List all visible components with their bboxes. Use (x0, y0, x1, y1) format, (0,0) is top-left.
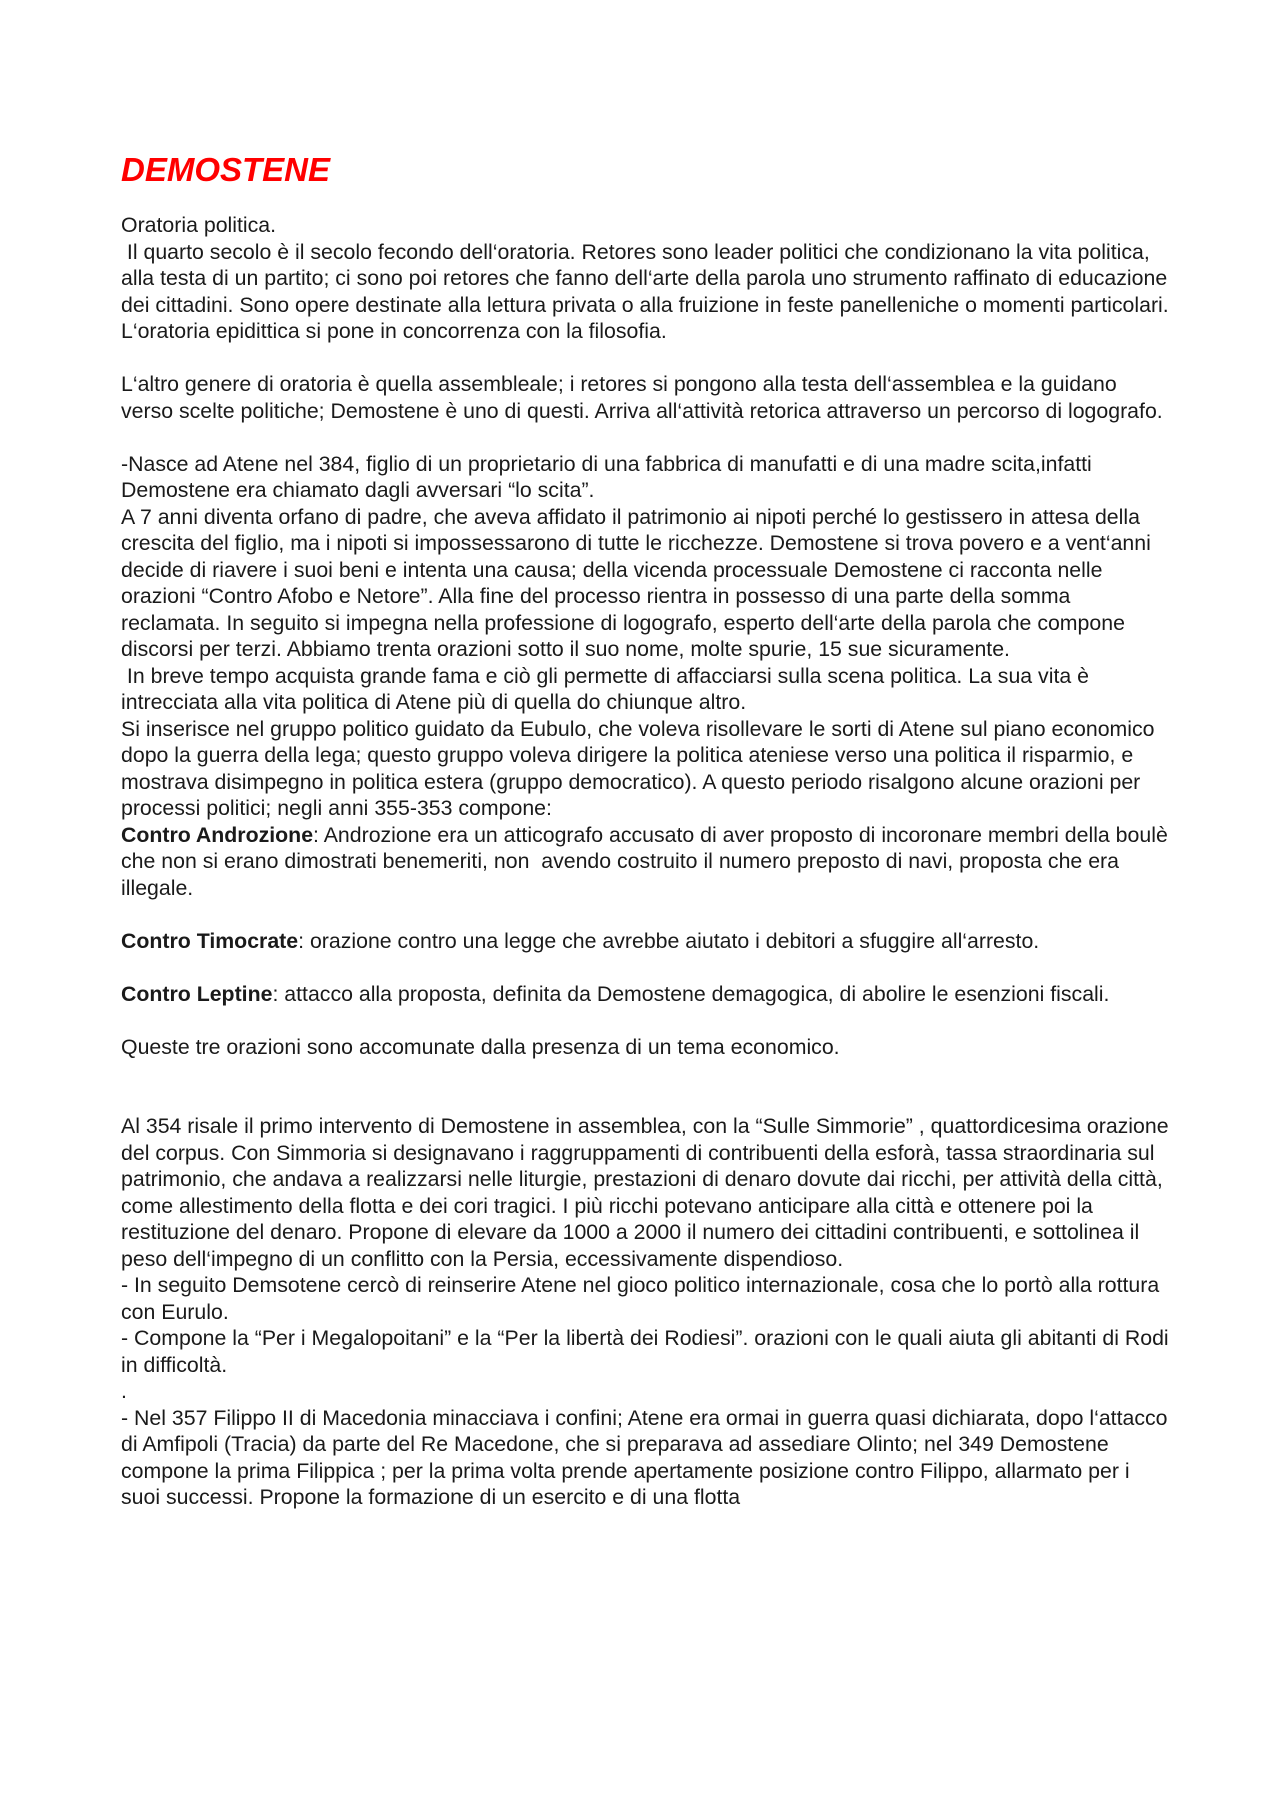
paragraph: - In seguito Demsotene cercò di reinserire Atene nel gioco politico internazionale, cosa che lo portò alla rottura con Eurulo. (121, 1273, 1166, 1324)
paragraph-spacer (121, 1007, 1171, 1034)
paragraph: - Nel 357 Filippo II di Macedonia minacciava i confini; Atene era ormai in guerra quasi dichiarata, dopo l‘attacco di Amfipoli (Tracia) da parte del Re Macedone, che si preparava ad assediare Olinto; nel 349 Demostene compone la prima Filippica ; per la prima volta prende apertamente posizione contro Filippo, allarmato per i suoi successi. Propone la formazione di un esercito e di una flotta (121, 1405, 1174, 1509)
paragraph: -Nasce ad Atene nel 384, figlio di un proprietario di una fabbrica di manufatti e di una madre scita,infatti Demostene era chiamato dagli avversari “lo scita”. (121, 451, 1098, 502)
oration-title: Contro Timocrate (121, 928, 299, 953)
paragraph-spacer (121, 1060, 1171, 1113)
paragraph (121, 928, 1171, 955)
paragraph: . (121, 1379, 127, 1403)
paragraph-text: : Androzione era un atticografo accusato di aver proposto di incoronare membri della boulè che non si erano dimostrati benemeriti, non avendo costruito il numero preposto di navi, proposta che era illegale. (121, 822, 1174, 900)
document-title: DEMOSTENE (121, 151, 331, 188)
paragraph: Al 354 risale il primo intervento di Demostene in assemblea, con la “Sulle Simmorie” , quattordicesima orazione del corpus. Con Simmoria si designavano i raggruppamenti di contribuenti della esforà, tassa straordinaria sul patrimonio, che andava a realizzarsi nelle liturgie, prestazioni di denaro dovute dai ricchi, per attività della città, come allestimento della flotta e dei cori tragici. I più ricchi potevano anticipare alla città e ottenere poi la restituzione del denaro. Propone di elevare da 1000 a 2000 il numero dei cittadini contribuenti, e sottolinea il peso dell‘impegno di un conflitto con la Persia, eccessivamente dispendioso. (121, 1114, 1175, 1271)
paragraph: - Compone la “Per i Megalopoitani” e la “Per la libertà dei Rodiesi”. orazioni con le quali aiuta gli abitanti di Rodi in difficoltà. (121, 1326, 1175, 1377)
paragraph-text: : attacco alla proposta, definita da Demostene demagogica, di abolire le esenzioni fiscali. (272, 981, 1110, 1006)
paragraph-spacer (121, 345, 1171, 372)
paragraph: Queste tre orazioni sono accomunate dalla presenza di un tema economico. (121, 1034, 840, 1059)
paragraph-spacer (121, 424, 1171, 451)
paragraph: Il quarto secolo è il secolo fecondo dell‘oratoria. Retores sono leader politici che condizionano la vita politica, alla testa di un partito; ci sono poi retores che fanno dell‘arte della parola uno strumento raffinato di educazione dei cittadini. Sono opere destinate alla lettura privata o alla fruizione in feste panelleniche o momenti particolari. L‘oratoria epidittica si pone in concorrenza con la filosofia. (121, 239, 1175, 343)
paragraph (121, 981, 1171, 1008)
document-body (121, 150, 1175, 1511)
paragraph: A 7 anni diventa orfano di padre, che aveva affidato il patrimonio ai nipoti perché lo gestissero in attesa della crescita del figlio, ma i nipoti si impossessarono di tutte le ricchezze. Demostene si trova povero e a vent‘anni decide di riavere i suoi beni e intenta una causa; della vicenda processuale Demostene ci racconta nelle orazioni “Contro Afobo e Netore”. Alla fine del processo rientra in possesso di una parte della somma reclamata. In seguito si impegna nella professione di logografo, esperto dell‘arte della parola che compone discorsi per terzi. Abbiamo trenta orazioni sotto il suo nome, molte spurie, 15 sue sicuramente. (121, 504, 1157, 661)
oration-title: Contro Leptine (121, 981, 273, 1006)
oration-title: Contro Androzione (121, 822, 314, 847)
paragraph: In breve tempo acquista grande fama e ciò gli permette di affacciarsi sulla scena politica. La sua vita è intrecciata alla vita politica di Atene più di quella do chiunque altro. (121, 663, 1095, 714)
paragraph-spacer (121, 901, 1171, 928)
paragraph-text: : orazione contro una legge che avrebbe aiutato i debitori a sfuggire all‘arresto. (298, 928, 1040, 953)
paragraph: Si inserisce nel gruppo politico guidato da Eubulo, che voleva risollevare le sorti di Atene sul piano economico dopo la guerra della lega; questo gruppo voleva dirigere la politica ateniese verso una politica il risparmio, e mostrava disimpegno in politica estera (gruppo democratico). A questo periodo risalgono alcune orazioni per processi politici; negli anni 355-353 compone: (121, 716, 1161, 820)
document-blocks (121, 212, 1175, 1511)
paragraph: L‘altro genere di oratoria è quella assembleale; i retores si pongono alla testa dell‘assemblea e la guidano verso scelte politiche; Demostene è uno di questi. Arriva all‘attività retorica attraverso un percorso di logografo. (121, 372, 1163, 423)
paragraph: Oratoria politica. (121, 213, 277, 237)
paragraph (121, 822, 1174, 902)
paragraph-spacer (121, 954, 1171, 981)
